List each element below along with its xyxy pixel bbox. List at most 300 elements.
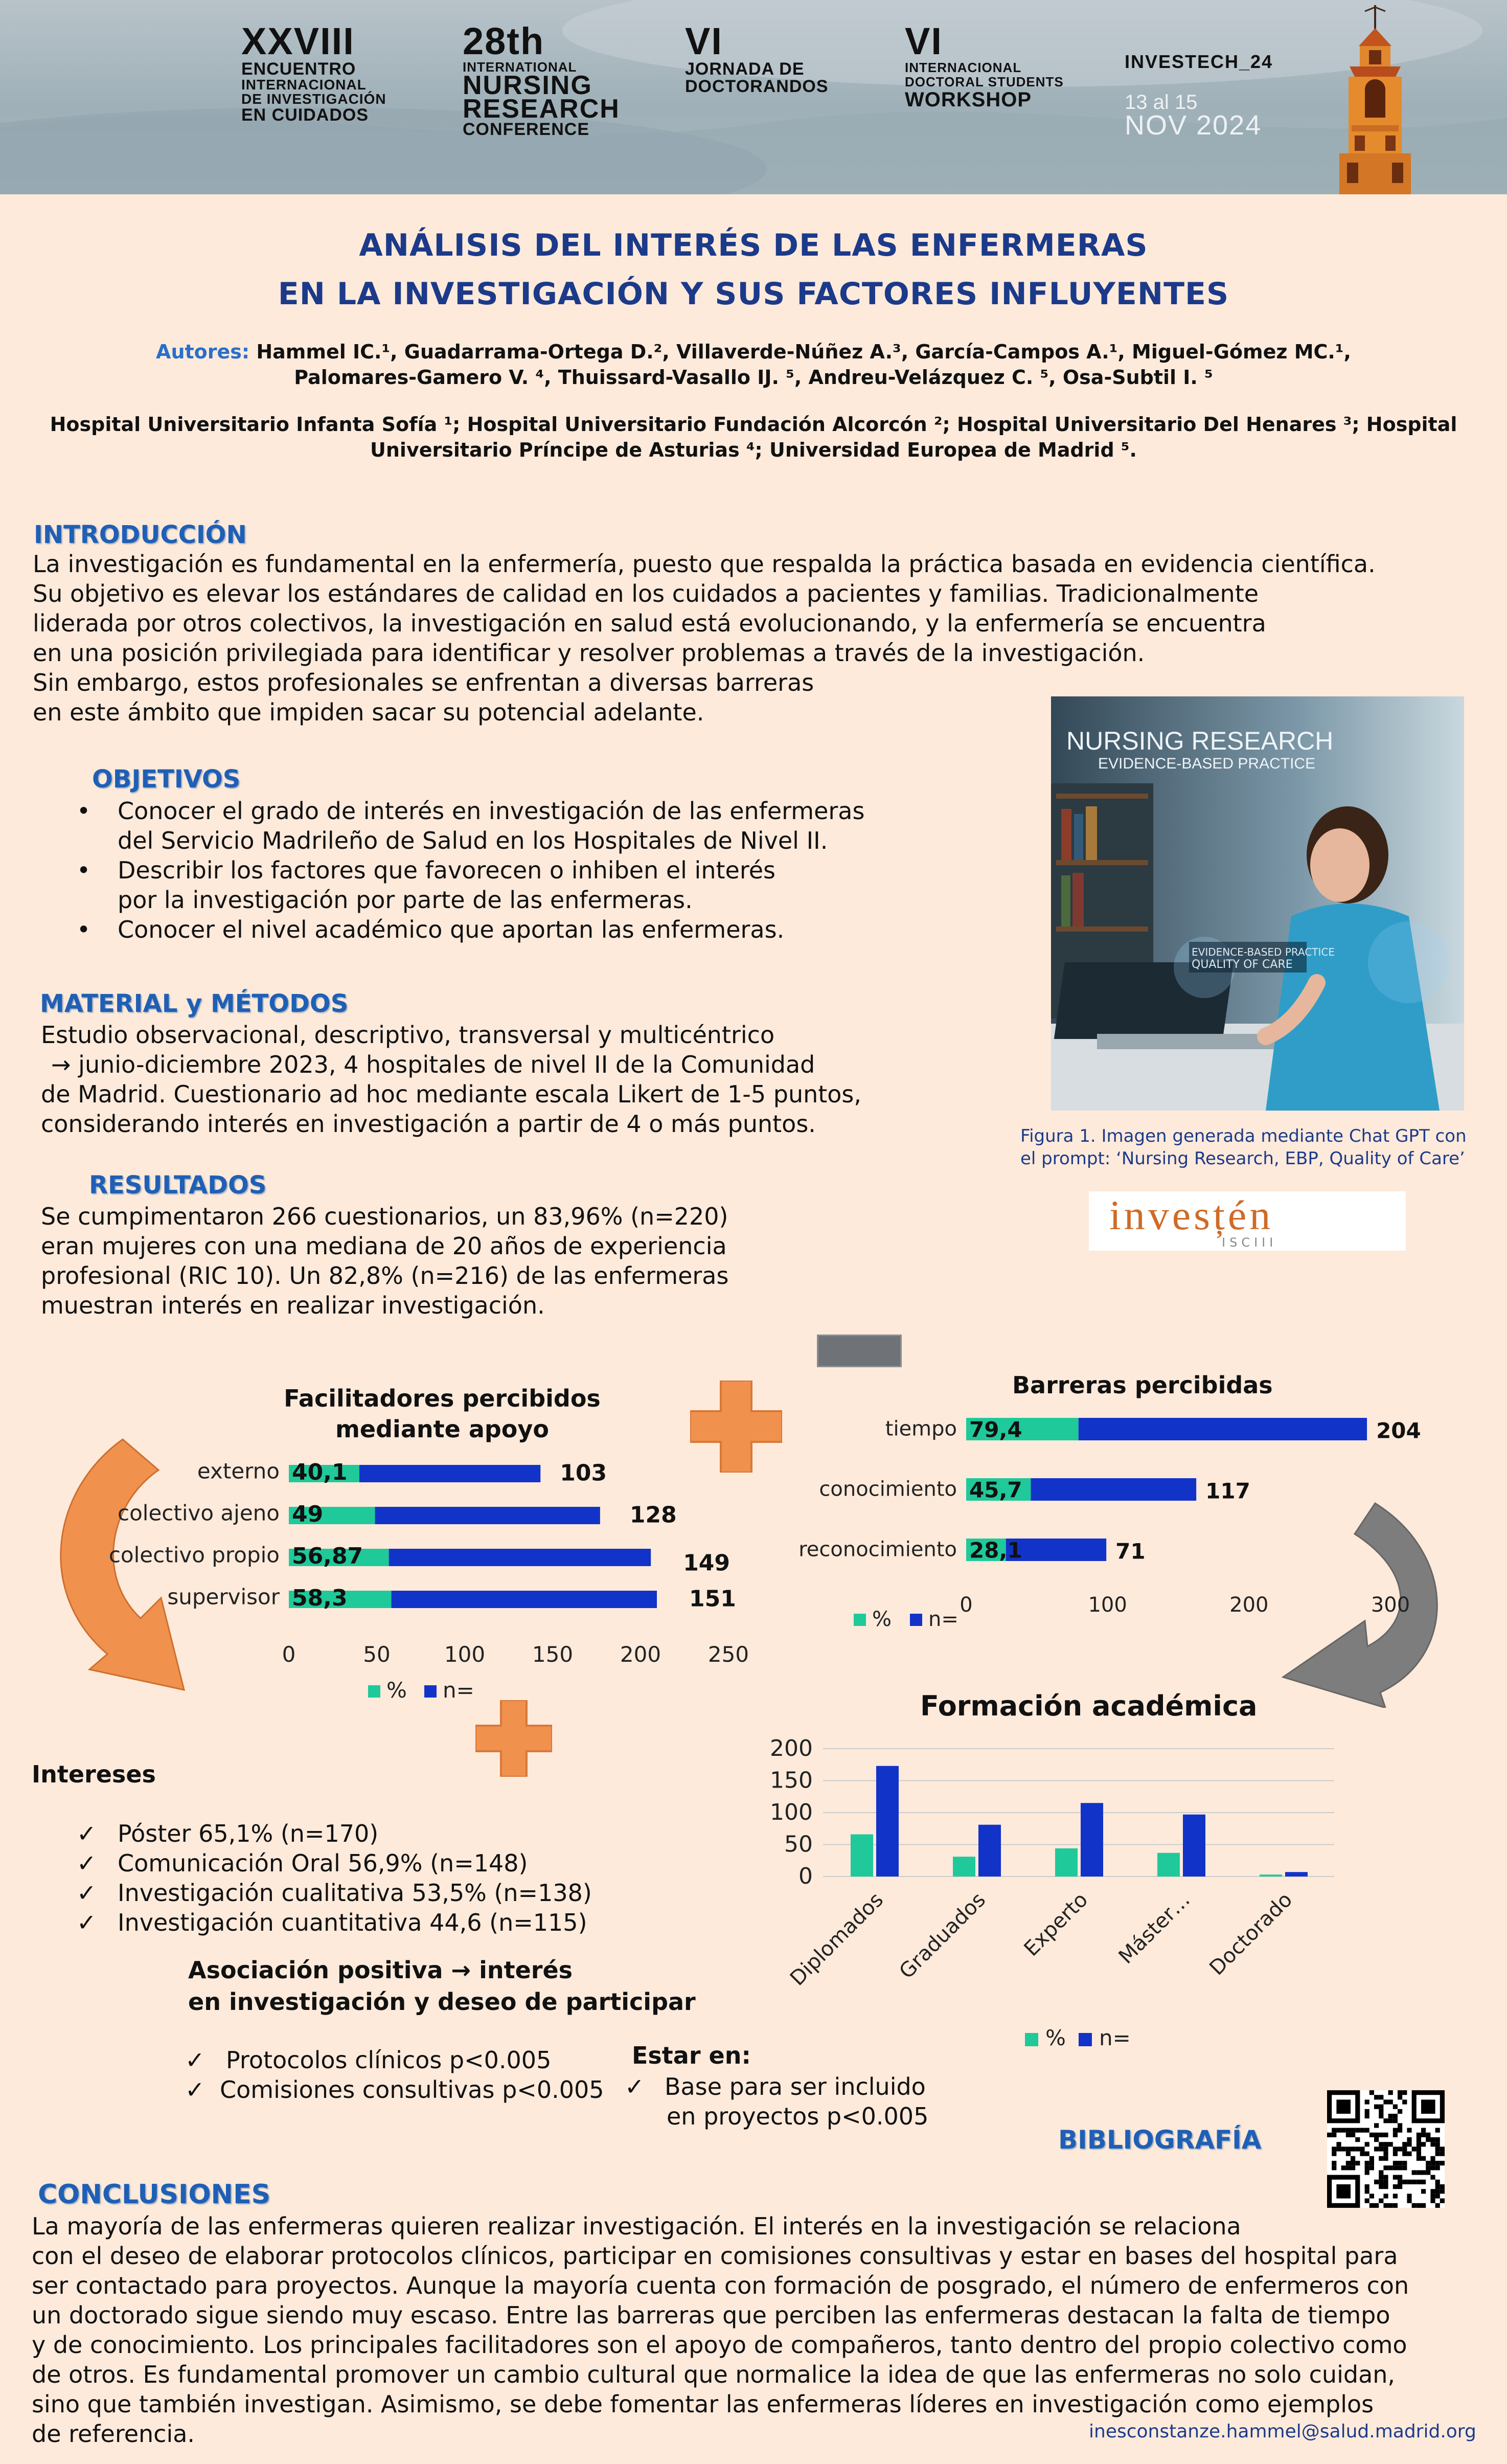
data-label-pct: 56,87 [292, 1543, 363, 1569]
qr-module [1369, 2194, 1374, 2198]
qr-module [1383, 2175, 1388, 2180]
qr-module [1398, 2123, 1402, 2128]
qr-module [1430, 2142, 1435, 2146]
asociacion-line: Asociación positiva → interés [188, 1956, 573, 1984]
qr-module [1379, 2109, 1383, 2114]
qr-module [1430, 2137, 1435, 2142]
qr-module [1365, 2109, 1369, 2114]
data-label-pct: 28,1 [969, 1538, 1022, 1563]
legend-label: n= [928, 1608, 958, 1631]
qr-module [1379, 2114, 1383, 2118]
qr-module [1398, 2180, 1402, 2184]
qr-module [1374, 2146, 1379, 2151]
qr-module [1398, 2095, 1402, 2099]
y-tick-label: 100 [770, 1799, 813, 1825]
qr-module [1332, 2133, 1336, 2137]
qr-module [1426, 2165, 1430, 2170]
image-badge-1: EVIDENCE-BASED PRACTICE [1192, 946, 1335, 958]
data-label-pct: 58,3 [292, 1585, 348, 1611]
qr-module [1374, 2123, 1379, 2128]
conf-jornada-number: VI [685, 20, 723, 62]
conf-nursing-l1: INTERNATIONAL [463, 59, 577, 75]
legend-label: n= [1099, 2025, 1131, 2050]
conclusiones-line: La mayoría de las enfermeras quieren realizar investigación. El interés en la investigación se relaciona [32, 2212, 1241, 2240]
page-title-line2: EN LA INVESTIGACIÓN Y SUS FACTORES INFLUYENTES [278, 276, 1229, 312]
qr-module [1388, 2142, 1393, 2146]
legend-swatch-pct [1025, 2033, 1038, 2046]
conf-jornada-l2: DOCTORANDOS [685, 77, 829, 96]
qr-module [1369, 2161, 1374, 2165]
qr-module [1351, 2146, 1355, 2151]
header-banner [0, 0, 1507, 194]
qr-module [1426, 2161, 1430, 2165]
legend-swatch-n [910, 1614, 922, 1626]
x-tick-label: Experto [1019, 1888, 1093, 1961]
qr-module [1440, 2152, 1445, 2156]
qr-finder [1336, 2184, 1351, 2199]
qr-module [1402, 2161, 1407, 2165]
x-tick-label: 200 [620, 1642, 661, 1667]
qr-module [1417, 2133, 1421, 2137]
bar-pct [851, 1835, 873, 1877]
objetivos-list [77, 796, 997, 944]
qr-module [1440, 2161, 1445, 2165]
barreras-title: Barreras percibidas [1012, 1371, 1273, 1399]
bullet-icon: • [77, 797, 91, 825]
category-label: supervisor [167, 1584, 280, 1610]
legend-swatch-pct [854, 1614, 866, 1626]
qr-module [1398, 2161, 1402, 2165]
interes-item [77, 1848, 741, 1878]
qr-module [1379, 2184, 1383, 2189]
y-tick-label: 150 [770, 1767, 813, 1794]
qr-module [1407, 2199, 1411, 2203]
x-tick-label: Diplomados [785, 1888, 888, 1991]
qr-module [1374, 2105, 1379, 2109]
intro-line: en este ámbito que impiden sacar su potencial adelante. [33, 698, 704, 726]
bibliografia-link[interactable]: BIBLIOGRAFÍA [1058, 2125, 1262, 2155]
qr-module [1417, 2180, 1421, 2184]
qr-module [1351, 2128, 1355, 2133]
qr-finder [1336, 2099, 1351, 2114]
qr-module [1402, 2165, 1407, 2170]
data-label-pct: 49 [292, 1501, 324, 1527]
logo-subtext: ISCIII [1222, 1235, 1277, 1250]
conclusiones-line: un doctorado sigue siendo muy escaso. Entre las barreras que perciben las enfermeras destacan la falta de tiempo [32, 2301, 1390, 2329]
qr-module [1430, 2175, 1435, 2180]
qr-module [1430, 2156, 1435, 2161]
qr-module [1402, 2099, 1407, 2104]
x-tick-label: 0 [960, 1593, 973, 1617]
qr-module [1440, 2189, 1445, 2194]
investen-logo [1089, 1191, 1406, 1251]
x-tick-label: 250 [707, 1642, 749, 1667]
qr-module [1398, 2175, 1402, 2180]
metodos-line: Estudio observacional, descriptivo, transversal y multicéntrico [41, 1021, 775, 1049]
legend-label: % [1045, 2025, 1066, 2050]
conf-jornada [685, 22, 829, 95]
qr-module [1332, 2128, 1336, 2133]
event-name: INVESTECH_24 [1125, 51, 1273, 72]
bar-n [389, 1549, 651, 1566]
qr-module [1426, 2137, 1430, 2142]
qr-module [1440, 2146, 1445, 2151]
x-tick-label: 100 [1088, 1593, 1127, 1617]
qr-module [1332, 2165, 1336, 2170]
x-tick-label: 150 [532, 1642, 574, 1667]
objetivo-text: por la investigación por parte de las enfermeras. [118, 886, 693, 914]
qr-module [1417, 2170, 1421, 2175]
data-label-n: 149 [683, 1550, 730, 1576]
conf-encuentro-l3: DE INVESTIGACIÓN [241, 91, 386, 107]
conclusiones-line: con el deseo de elaborar protocolos clínicos, participar en comisiones consultivas y estar en bases del hospital para [32, 2242, 1398, 2270]
qr-module [1393, 2146, 1398, 2151]
qr-module [1435, 2165, 1440, 2170]
x-tick-label: Graduados [895, 1888, 991, 1984]
y-tick-label: 200 [770, 1735, 813, 1761]
chart-title-line: Facilitadores percibidos [284, 1385, 601, 1412]
asociacion-item [185, 2045, 645, 2075]
qr-module [1412, 2203, 1417, 2208]
qr-module [1351, 2165, 1355, 2170]
qr-module [1369, 2203, 1374, 2208]
objetivo-text: Conocer el grado de interés en investigación de las enfermeras [118, 797, 865, 825]
qr-module [1383, 2156, 1388, 2161]
qr-module [1360, 2128, 1364, 2133]
intro-heading: INTRODUCCIÓN [34, 521, 247, 549]
x-tick-label: 200 [1229, 1593, 1269, 1617]
objetivo-item [77, 855, 997, 915]
qr-module [1407, 2142, 1411, 2146]
qr-module [1407, 2152, 1411, 2156]
qr-module [1402, 2152, 1407, 2156]
qr-module [1379, 2180, 1383, 2184]
data-label-n: 103 [560, 1460, 607, 1486]
qr-module [1435, 2161, 1440, 2165]
qr-module [1435, 2189, 1440, 2194]
qr-module [1346, 2128, 1351, 2133]
qr-module [1379, 2170, 1383, 2175]
x-tick-label: Doctorado [1205, 1888, 1297, 1980]
qr-module [1341, 2146, 1346, 2151]
qr-module [1421, 2203, 1426, 2208]
qr-module [1435, 2137, 1440, 2142]
image-subtitle: EVIDENCE-BASED PRACTICE [1098, 755, 1316, 772]
qr-module [1388, 2118, 1393, 2123]
qr-module [1402, 2090, 1407, 2095]
category-label: externo [197, 1458, 280, 1484]
qr-module [1417, 2203, 1421, 2208]
checkmark-icon: ✓ [185, 2046, 205, 2074]
qr-module [1393, 2133, 1398, 2137]
chart-title-line: mediante apoyo [335, 1415, 549, 1443]
qr-module [1430, 2199, 1435, 2203]
conf-workshop [905, 22, 1064, 110]
caption-line: Figura 1. Imagen generada mediante Chat GPT con [1020, 1126, 1467, 1146]
legend-label: % [872, 1608, 892, 1631]
bullet-icon: • [77, 916, 91, 943]
qr-module [1365, 2142, 1369, 2146]
qr-module [1332, 2146, 1336, 2151]
qr-module [1407, 2180, 1411, 2184]
tower-icon [1298, 0, 1452, 194]
qr-module [1388, 2203, 1393, 2208]
category-label: tiempo [885, 1417, 957, 1441]
bar-n [392, 1591, 657, 1608]
affiliations-line1: Hospital Universitario Infanta Sofía ¹; Hospital Universitario Fundación Alcorcón ²; Hospital Universitario Del Henares ³; Hospital [50, 413, 1457, 436]
qr-module [1365, 2099, 1369, 2104]
qr-module [1440, 2184, 1445, 2189]
asociacion-list [185, 2045, 645, 2105]
category-label: colectivo propio [108, 1542, 280, 1568]
qr-module [1355, 2137, 1360, 2142]
interes-text: Comunicación Oral 56,9% (n=148) [118, 1849, 528, 1877]
qr-module [1383, 2203, 1388, 2208]
qr-module [1421, 2170, 1426, 2175]
qr-module [1398, 2090, 1402, 2095]
affiliations-line2: Universitario Príncipe de Asturias ⁴; Universidad Europea de Madrid ⁵. [370, 439, 1137, 461]
formacion-chart [751, 1728, 1365, 2061]
event-dates-month: NOV 2024 [1125, 110, 1262, 141]
qr-module [1393, 2184, 1398, 2189]
qr-module [1393, 2118, 1398, 2123]
qr-module [1369, 2090, 1374, 2095]
qr-module [1383, 2099, 1388, 2104]
metodos-heading: MATERIAL y MÉTODOS [40, 989, 349, 1018]
legend-label: % [386, 1678, 407, 1703]
x-tick-label: Máster… [1114, 1888, 1195, 1969]
bar-pct [1055, 1848, 1078, 1877]
qr-finder [1421, 2099, 1435, 2114]
checkmark-icon: ✓ [77, 1879, 97, 1907]
formacion-title: Formación académica [920, 1690, 1258, 1722]
conclusiones-line: ser contactado para proyectos. Aunque la mayoría cuenta con formación de posgrado, el número de enfermeros con [32, 2272, 1409, 2299]
conf-workshop-l3: WORKSHOP [905, 88, 1032, 111]
qr-module [1440, 2199, 1445, 2203]
y-tick-label: 0 [798, 1863, 813, 1889]
qr-module [1336, 2146, 1341, 2151]
nursing-research-image [1051, 696, 1464, 1111]
qr-module [1383, 2146, 1388, 2151]
objetivo-item [77, 915, 997, 944]
qr-module [1341, 2128, 1346, 2133]
qr-module [1393, 2161, 1398, 2165]
objetivos-heading: OBJETIVOS [92, 765, 241, 794]
conclusiones-line: sino que también investigan. Asimismo, se debe fomentar las enfermeras líderes en investigación como ejemplos [32, 2390, 1374, 2418]
intro-line: Sin embargo, estos profesionales se enfrentan a diversas barreras [33, 669, 814, 696]
intereses-heading: Intereses [32, 1760, 156, 1788]
qr-module [1398, 2165, 1402, 2170]
metodos-line: considerando interés en investigación a partir de 4 o más puntos. [41, 1110, 816, 1138]
qr-module [1351, 2156, 1355, 2161]
qr-module [1398, 2184, 1402, 2189]
qr-module [1336, 2142, 1341, 2146]
qr-module [1360, 2152, 1364, 2156]
qr-module [1327, 2133, 1332, 2137]
qr-module [1421, 2133, 1426, 2137]
qr-module [1383, 2133, 1388, 2137]
conclusiones-line: de referencia. [32, 2420, 195, 2448]
qr-module [1383, 2142, 1388, 2146]
authors-line2: Palomares-Gamero V. ⁴, Thuissard-Vasallo IJ. ⁵, Andreu-Velázquez C. ⁵, Osa-Subtil I. ⁵ [294, 366, 1213, 389]
qr-module [1430, 2165, 1435, 2170]
qr-code-icon[interactable] [1327, 2090, 1445, 2208]
caption-line: el prompt: ‘Nursing Research, EBP, Quality of Care’ [1020, 1148, 1465, 1169]
qr-module [1417, 2146, 1421, 2151]
qr-module [1388, 2099, 1393, 2104]
qr-module [1365, 2114, 1369, 2118]
qr-module [1365, 2152, 1369, 2156]
conf-encuentro-l4: EN CUIDADOS [241, 105, 369, 125]
conclusiones-body [32, 2211, 1494, 2449]
qr-module [1402, 2180, 1407, 2184]
x-tick-label: 100 [444, 1642, 486, 1667]
qr-module [1435, 2146, 1440, 2151]
interes-item [77, 1878, 741, 1908]
conf-nursing [463, 22, 620, 138]
qr-module [1421, 2142, 1426, 2146]
qr-module [1421, 2189, 1426, 2194]
estar-item [625, 2072, 1034, 2131]
intro-line: Su objetivo es elevar los estándares de calidad en los cuidados a pacientes y familias. Tradicionalmente [33, 580, 1259, 607]
bar-n [1031, 1478, 1196, 1501]
authors-line1 [31, 339, 1476, 365]
data-label-pct: 40,1 [292, 1459, 348, 1485]
bar-n [1183, 1815, 1205, 1877]
qr-module [1332, 2161, 1336, 2165]
qr-module [1351, 2161, 1355, 2165]
qr-module [1426, 2133, 1430, 2137]
qr-module [1341, 2165, 1346, 2170]
qr-module [1336, 2128, 1341, 2133]
estar-text: Base para ser incluido [665, 2073, 926, 2100]
qr-module [1365, 2128, 1369, 2133]
conf-jornada-l1: JORNADA DE [685, 59, 805, 79]
qr-module [1365, 2161, 1369, 2165]
qr-module [1365, 2184, 1369, 2189]
qr-module [1379, 2142, 1383, 2146]
qr-module [1379, 2156, 1383, 2161]
resultados-body [41, 1202, 910, 1320]
qr-module [1365, 2170, 1369, 2175]
figure-caption [1020, 1125, 1496, 1170]
qr-module [1435, 2128, 1440, 2133]
qr-module [1379, 2095, 1383, 2099]
qr-module [1379, 2175, 1383, 2180]
data-label-n: 71 [1115, 1539, 1146, 1564]
qr-module [1398, 2109, 1402, 2114]
qr-module [1369, 2133, 1374, 2137]
bar-n [876, 1766, 899, 1877]
data-label-n: 128 [629, 1502, 677, 1528]
data-label-n: 117 [1205, 1478, 1250, 1504]
image-title: NURSING RESEARCH [1066, 727, 1334, 755]
qr-module [1412, 2146, 1417, 2151]
interes-text: Investigación cualitativa 53,5% (n=138) [118, 1879, 592, 1907]
checkmark-icon: ✓ [77, 1909, 97, 1936]
metodos-line: de Madrid. Cuestionario ad hoc mediante escala Likert de 1-5 puntos, [41, 1080, 862, 1108]
interes-item [77, 1819, 741, 1848]
qr-module [1355, 2146, 1360, 2151]
qr-module [1383, 2180, 1388, 2184]
qr-module [1435, 2152, 1440, 2156]
qr-module [1421, 2180, 1426, 2184]
qr-module [1346, 2152, 1351, 2156]
qr-module [1388, 2114, 1393, 2118]
qr-module [1379, 2199, 1383, 2203]
qr-module [1346, 2133, 1351, 2137]
bar-pct [1157, 1853, 1180, 1877]
data-label-pct: 79,4 [969, 1417, 1022, 1442]
qr-module [1430, 2161, 1435, 2165]
qr-module [1379, 2146, 1383, 2151]
qr-module [1383, 2165, 1388, 2170]
qr-module [1435, 2194, 1440, 2198]
x-tick-label: 300 [1371, 1593, 1410, 1617]
intro-line: en una posición privilegiada para identificar y resolver problemas a través de la investigación. [33, 639, 1145, 667]
qr-module [1421, 2156, 1426, 2161]
qr-module [1383, 2194, 1388, 2198]
qr-module [1402, 2142, 1407, 2146]
qr-module [1417, 2152, 1421, 2156]
conf-encuentro-l1: ENCUENTRO [241, 59, 356, 79]
checkmark-icon: ✓ [77, 1820, 97, 1847]
qr-module [1379, 2105, 1383, 2109]
data-label-n: 151 [689, 1586, 736, 1612]
conf-workshop-number: VI [905, 20, 943, 62]
conf-encuentro [241, 22, 386, 124]
qr-module [1332, 2152, 1336, 2156]
qr-module [1417, 2137, 1421, 2142]
resultados-line: profesional (RIC 10). Un 82,8% (n=216) de las enfermeras [41, 1262, 729, 1290]
barreras-chart [767, 1401, 1431, 1636]
legend-swatch-n [1079, 2033, 1092, 2046]
y-tick-label: 50 [784, 1831, 813, 1858]
bar-pct [953, 1857, 975, 1877]
qr-module [1383, 2152, 1388, 2156]
image-badge-2: QUALITY OF CARE [1192, 958, 1293, 971]
asociacion-text: Comisiones consultivas p<0.005 [220, 2076, 604, 2104]
qr-module [1412, 2170, 1417, 2175]
category-label: colectivo ajeno [118, 1500, 280, 1526]
asociacion-text: Protocolos clínicos p<0.005 [226, 2046, 552, 2074]
conf-nursing-l3: RESEARCH [463, 94, 620, 124]
qr-module [1430, 2194, 1435, 2198]
bar-n [1285, 1872, 1308, 1877]
qr-module [1435, 2180, 1440, 2184]
qr-module [1398, 2128, 1402, 2133]
objetivo-text: Conocer el nivel académico que aportan las enfermeras. [118, 916, 785, 943]
qr-module [1402, 2146, 1407, 2151]
qr-module [1393, 2105, 1398, 2109]
category-label: reconocimiento [798, 1538, 957, 1562]
qr-module [1393, 2194, 1398, 2198]
checkmark-icon: ✓ [77, 1849, 97, 1877]
conclusiones-line: de otros. Es fundamental promover un cambio cultural que normalice la idea de que las enfermeras no solo cuidan, [32, 2361, 1396, 2388]
metodos-body [41, 1020, 1012, 1139]
qr-module [1369, 2165, 1374, 2170]
qr-module [1355, 2161, 1360, 2165]
contact-email-link[interactable]: inesconstanze.hammel@salud.madrid.org [1089, 2421, 1476, 2442]
conclusiones-heading: CONCLUSIONES [38, 2179, 271, 2210]
interes-item [77, 1908, 741, 1937]
qr-module [1412, 2180, 1417, 2184]
bar-n [1081, 1803, 1103, 1877]
qr-module [1388, 2090, 1393, 2095]
qr-module [1346, 2161, 1351, 2165]
asociacion-item [185, 2075, 645, 2105]
conclusiones-line: y de conocimiento. Los principales facilitadores son el apoyo de compañeros, tanto dentro del propio colectivo como [32, 2331, 1407, 2359]
